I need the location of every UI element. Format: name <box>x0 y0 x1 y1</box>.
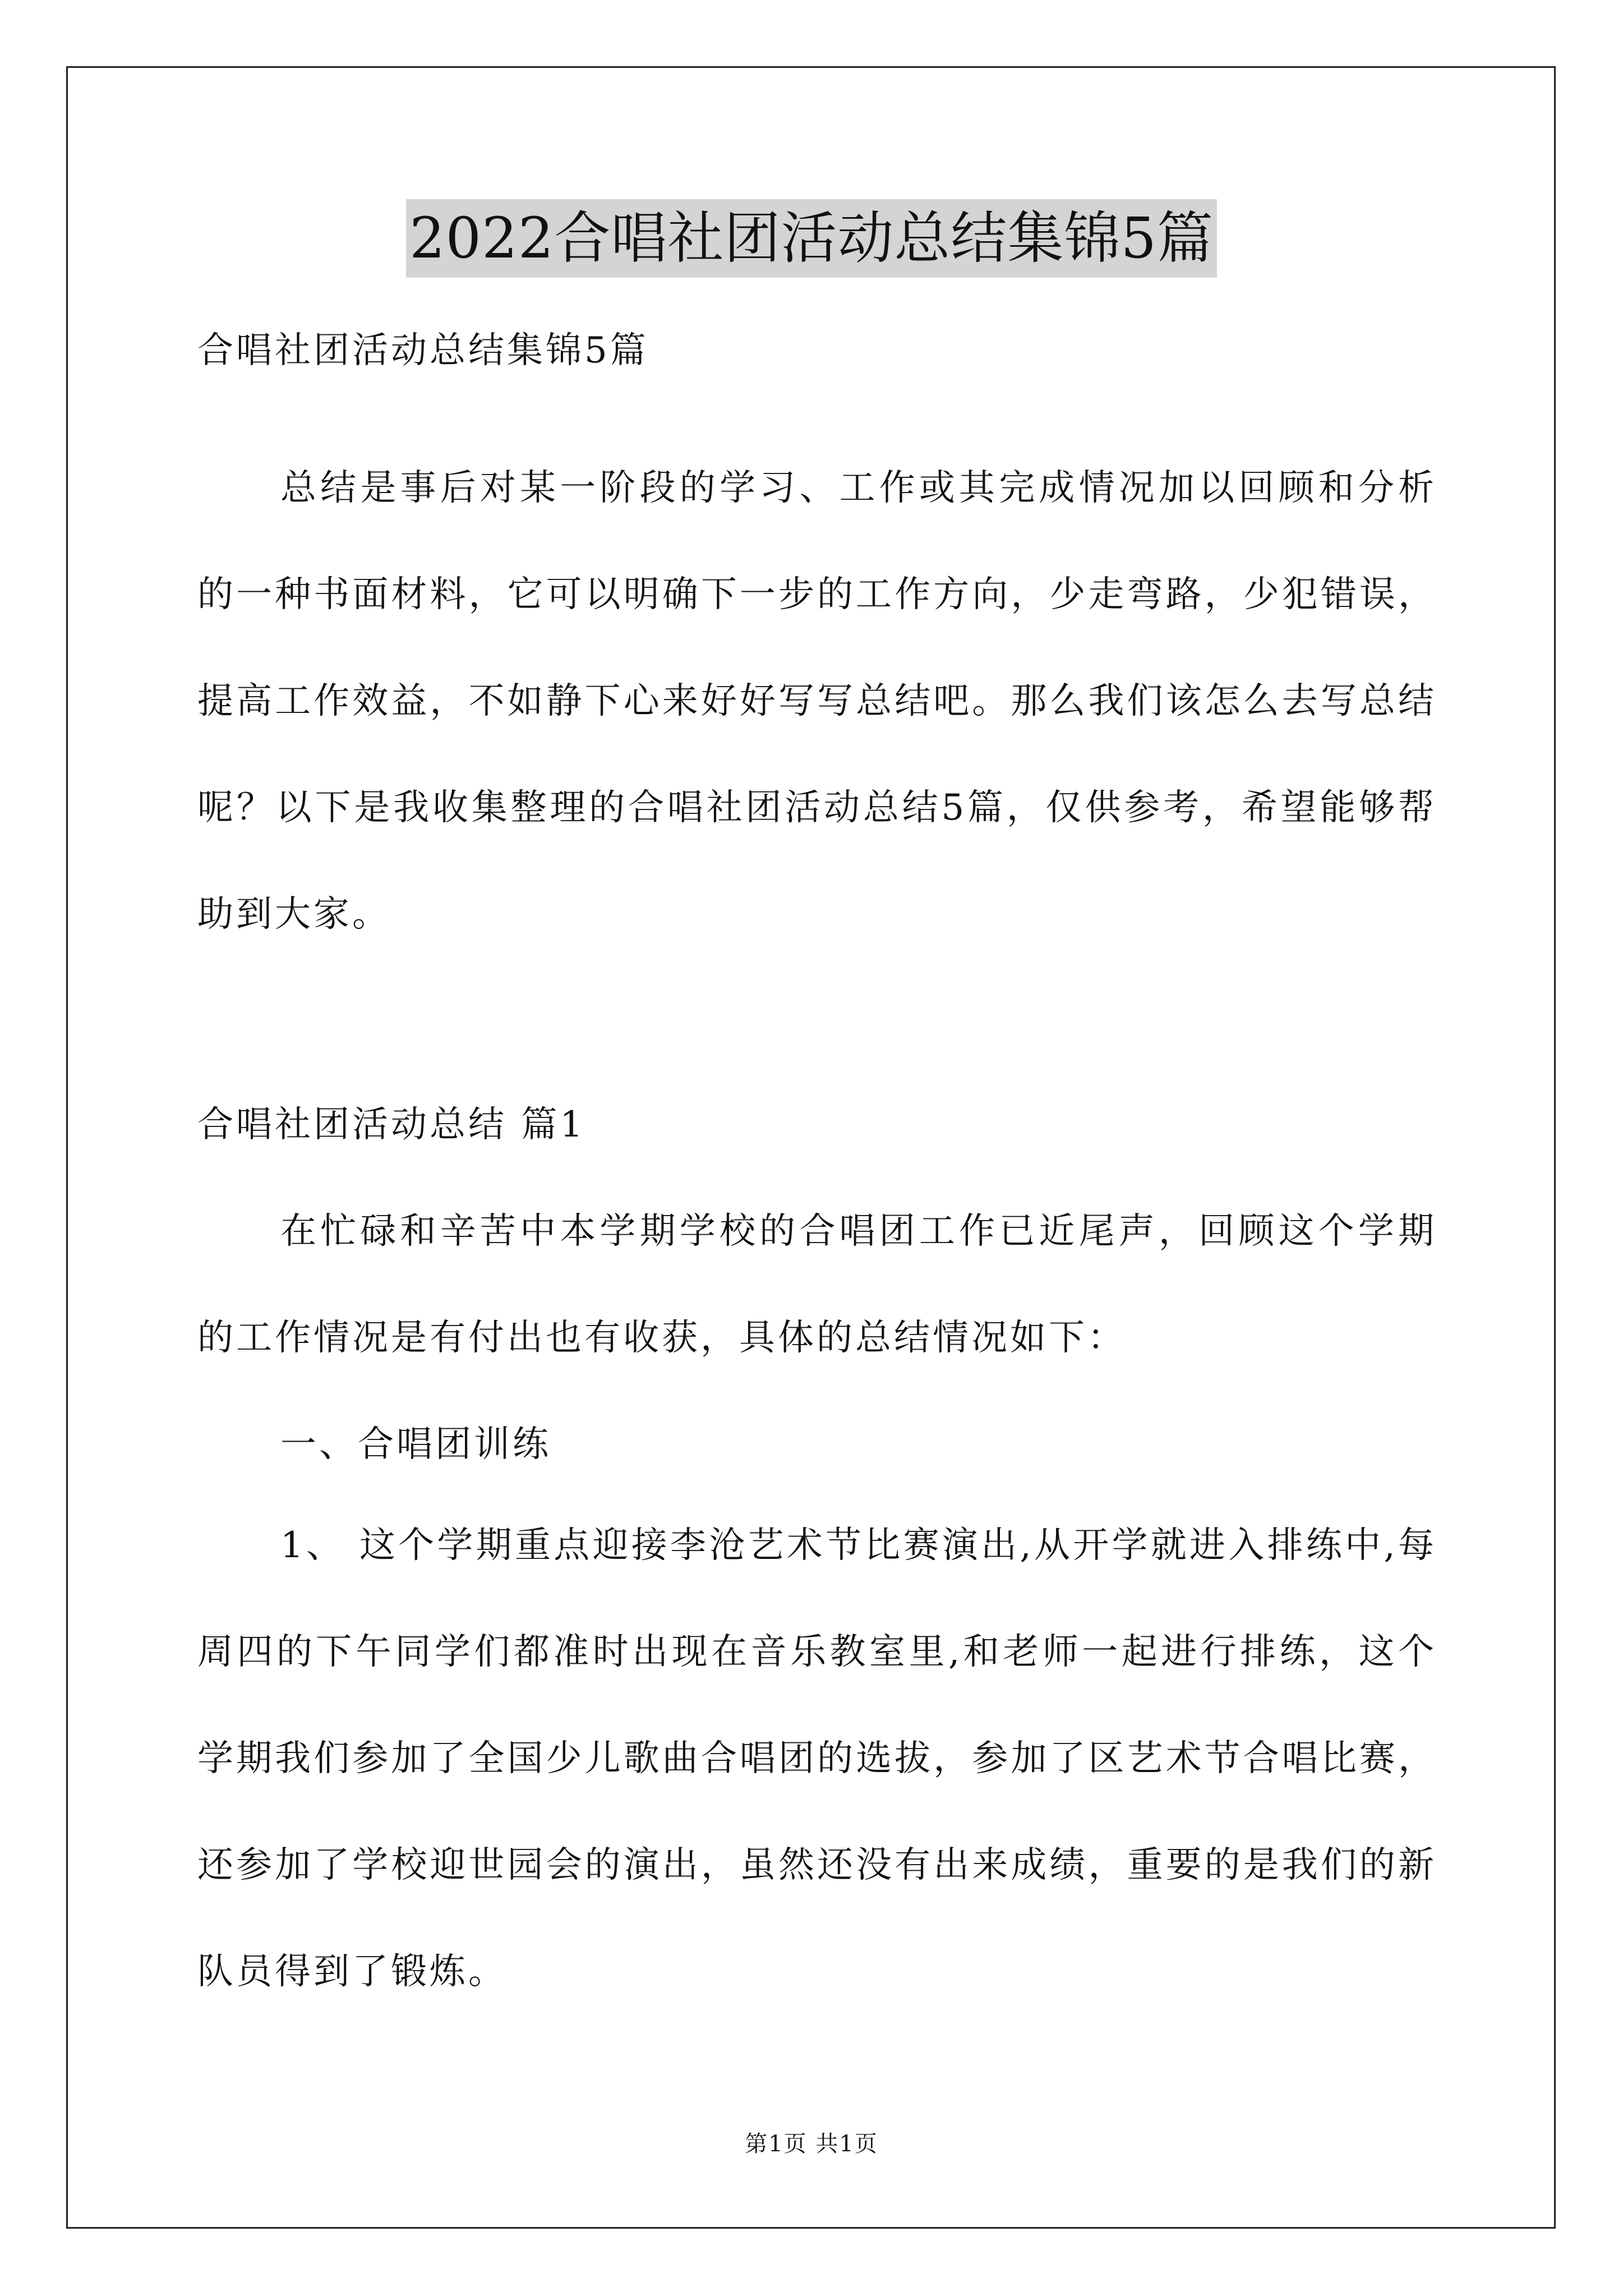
title-wrap <box>0 199 1623 278</box>
section1-paragraph: 在忙碌和辛苦中本学期学校的合唱团工作已近尾声，回顾这个学期的工作情况是有付出也有收获，具体的总结情况如下： <box>197 1211 1437 1359</box>
page-footer: 第1页 共1页 <box>745 2131 878 2157</box>
section1-subheading: 一、合唱团训练 <box>280 1424 551 1465</box>
section-heading-1: 合唱社团活动总结 篇1 <box>197 1104 586 1145</box>
intro-paragraph: 总结是事后对某一阶段的学习、工作或其完成情况加以回顾和分析的一种书面材料，它可以明确下一步的工作方向，少走弯路，少犯错误，提高工作效益，不如静下心来好好写写总结吧。那么我们该怎么去写总结呢？以下是我收集整理的合唱社团活动总结5篇，仅供参考，希望能够帮助到大家。 <box>197 467 1437 935</box>
document-subtitle: 合唱社团活动总结集锦5篇 <box>197 330 649 371</box>
section1-item-1: 1、 这个学期重点迎接李沧艺术节比赛演出,从开学就进入排练中,每周四的下午同学们都准时出现在音乐教室里,和老师一起进行排练，这个学期我们参加了全国少儿歌曲合唱团的选拔，参加了区艺术节合唱比赛，还参加了学校迎世园会的演出，虽然还没有出来成绩，重要的是我们的新队员得到了锻炼。 <box>197 1525 1437 1993</box>
document-title: 2022合唱社团活动总结集锦5篇 <box>406 199 1217 278</box>
